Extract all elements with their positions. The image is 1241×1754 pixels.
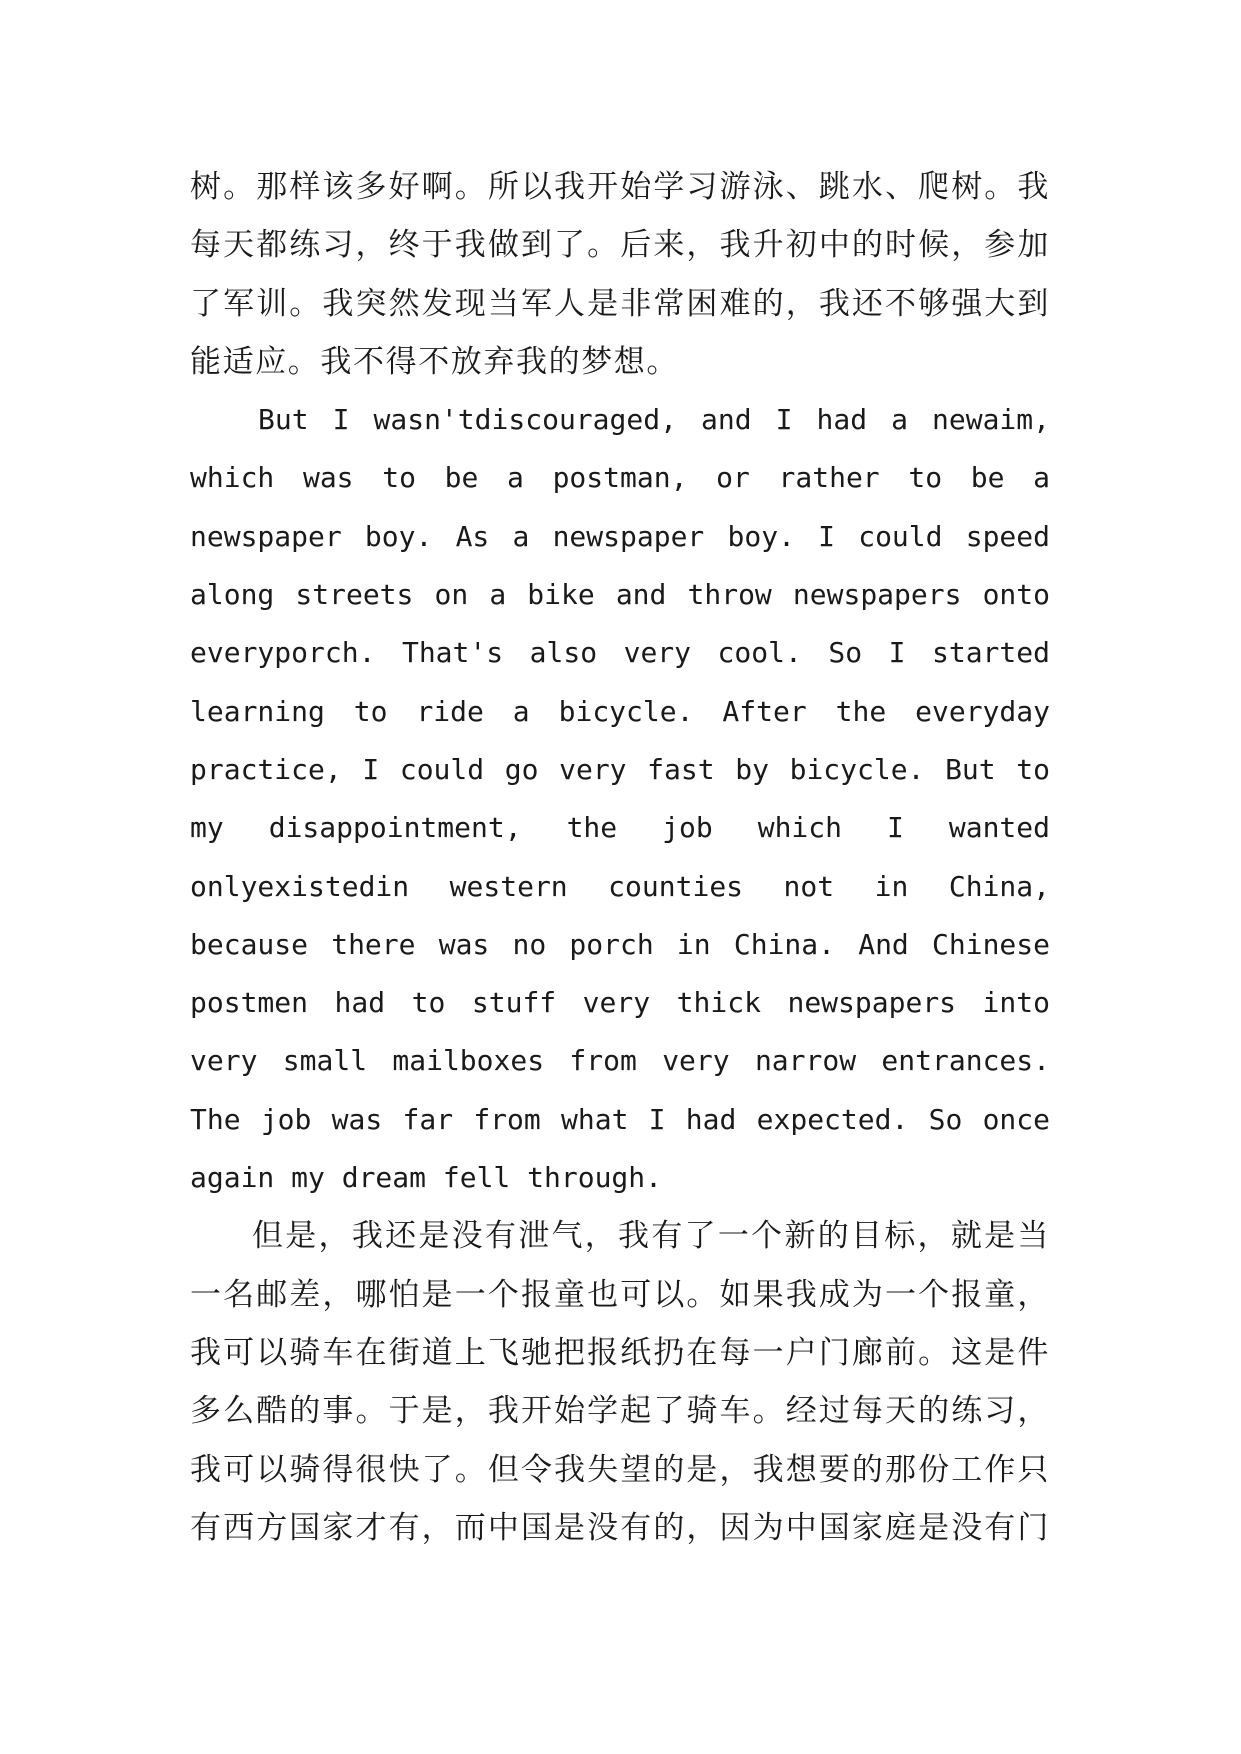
text-line: 我可以骑车在街道上飞驰把报纸扔在每一户门廊前。这是件	[190, 1334, 1050, 1371]
text-line: 了军训。我突然发现当军人是非常困难的，我还不够强大到	[190, 285, 1050, 322]
text-line: 能适应。我不得不放弃我的梦想。	[190, 343, 679, 380]
text-line: postmen had to stuff very thick newspapers into	[190, 986, 1050, 1020]
text-line: learning to ride a bicycle. After the everyday	[190, 694, 1050, 728]
text-line: 树。那样该多好啊。所以我开始学习游泳、跳水、爬树。我	[190, 169, 1050, 205]
text-line: because there was no porch in China. And Chinese	[190, 927, 1050, 961]
text-line: But I wasn'tdiscouraged, and I had a newaim,	[258, 403, 1050, 437]
text-line: very small mailboxes from very narrow entrances.	[190, 1044, 1050, 1078]
text-line: 我可以骑得很快了。但令我失望的是，我想要的那份工作只	[190, 1451, 1050, 1488]
text-line: along streets on a bike and throw newspapers onto	[190, 578, 1050, 612]
document-body	[190, 158, 1050, 1557]
text-line: practice, I could go very fast by bicycle. But to	[190, 752, 1050, 786]
text-line: The job was far from what I had expected. So once	[190, 1102, 1050, 1136]
paragraph-zh-1	[190, 158, 1050, 391]
text-line: 每天都练习，终于我做到了。后来，我升初中的时候，参加	[190, 227, 1050, 264]
text-line: 但是，我还是没有泄气，我有了一个新的目标，就是当	[252, 1218, 1050, 1255]
text-line: which was to be a postman, or rather to be a	[190, 461, 1050, 495]
text-line: newspaper boy. As a newspaper boy. I could speed	[190, 519, 1050, 553]
text-line: 有西方国家才有，而中国是没有的，因为中国家庭是没有门	[190, 1509, 1050, 1546]
paragraph-zh-2	[190, 1207, 1050, 1557]
text-line: onlyexistedin western counties not in China,	[190, 869, 1050, 903]
paragraph-en	[190, 391, 1050, 1207]
text-line: my disappointment, the job which I wanted	[190, 811, 1050, 845]
text-line: 多么酷的事。于是，我开始学起了骑车。经过每天的练习，	[190, 1393, 1050, 1430]
text-line: again my dream fell through.	[190, 1161, 663, 1195]
text-line: everyporch. That's also very cool. So I started	[190, 636, 1050, 670]
text-line: 一名邮差，哪怕是一个报童也可以。如果我成为一个报童，	[190, 1276, 1050, 1313]
